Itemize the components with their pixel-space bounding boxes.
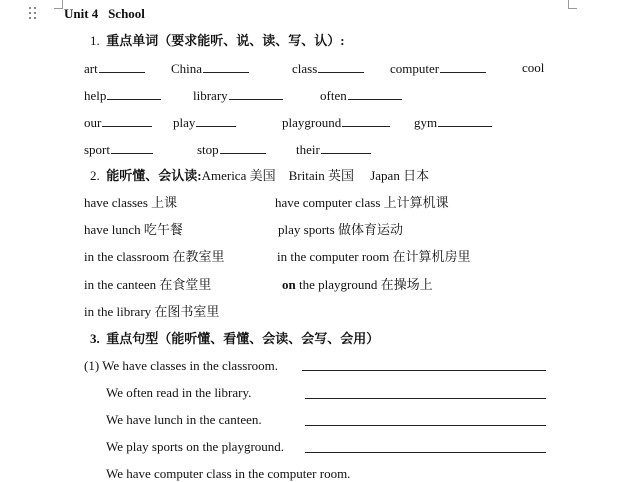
country-item: Japan 日本 xyxy=(370,168,430,183)
word-item: stop xyxy=(197,141,266,158)
phrase-item: in the library 在图书室里 xyxy=(84,304,220,319)
corner-mark-left xyxy=(54,0,63,9)
word-item: gym xyxy=(414,114,492,131)
phrase-item: in the canteen 在食堂里 xyxy=(84,277,212,292)
phrase-item: have computer class 上计算机课 xyxy=(275,195,449,210)
word-item: play xyxy=(173,114,236,131)
section-3-title: 重点句型（能听懂、看懂、会读、会写、会用） xyxy=(106,331,380,346)
answer-line[interactable] xyxy=(305,425,546,426)
unit-title xyxy=(64,6,145,22)
word-item: help xyxy=(84,87,161,104)
answer-line[interactable] xyxy=(305,398,546,399)
word-item: their xyxy=(296,141,371,158)
word-item: art xyxy=(84,60,145,77)
drag-handle-icon[interactable] xyxy=(28,6,40,22)
word-item: library xyxy=(193,87,283,104)
country-item: America 美国 xyxy=(201,168,276,183)
section-2-title: 能听懂、会认读: xyxy=(106,168,202,183)
word-item: sport xyxy=(84,141,153,158)
sentence-item: We often read in the library. xyxy=(106,385,252,400)
word-item: computer xyxy=(390,60,486,77)
unit-number: Unit 4 xyxy=(64,6,99,21)
section-1-header: 1. 重点单词（要求能听、说、读、写、认）: xyxy=(90,33,345,48)
word-item: class xyxy=(292,60,364,77)
country-item: Britain 英国 xyxy=(288,168,354,183)
phrase-item: in the computer room 在计算机房里 xyxy=(277,249,471,264)
word-item: our xyxy=(84,114,152,131)
phrase-item: play sports 做体育运动 xyxy=(278,222,403,237)
sentence-item: (1) We have classes in the classroom. xyxy=(84,358,279,373)
phrase-item: on the playground 在操场上 xyxy=(282,277,433,292)
section-1-title: 重点单词（要求能听、说、读、写、认）: xyxy=(106,33,345,48)
answer-line[interactable] xyxy=(302,370,546,371)
section-2-header: 2. 能听懂、会认读:America 美国 Britain 英国 Japan 日本 xyxy=(90,168,430,183)
phrase-item: have lunch 吃午餐 xyxy=(84,222,183,237)
corner-mark-right xyxy=(568,0,577,9)
word-item: often xyxy=(320,87,402,104)
sentence-item: We have computer class in the computer room. xyxy=(106,466,351,481)
phrase-item: have classes 上课 xyxy=(84,195,178,210)
section-3-header: 3. 重点句型（能听懂、看懂、会读、会写、会用） xyxy=(90,331,380,346)
answer-line[interactable] xyxy=(305,452,546,453)
word-item: China xyxy=(171,60,249,77)
sentence-item: We play sports on the playground. xyxy=(106,439,285,454)
word-item: cool xyxy=(522,60,545,75)
word-item: playground xyxy=(282,114,390,131)
sentence-item: We have lunch in the canteen. xyxy=(106,412,262,427)
phrase-item: in the classroom 在教室里 xyxy=(84,249,225,264)
unit-name: School xyxy=(108,6,145,21)
